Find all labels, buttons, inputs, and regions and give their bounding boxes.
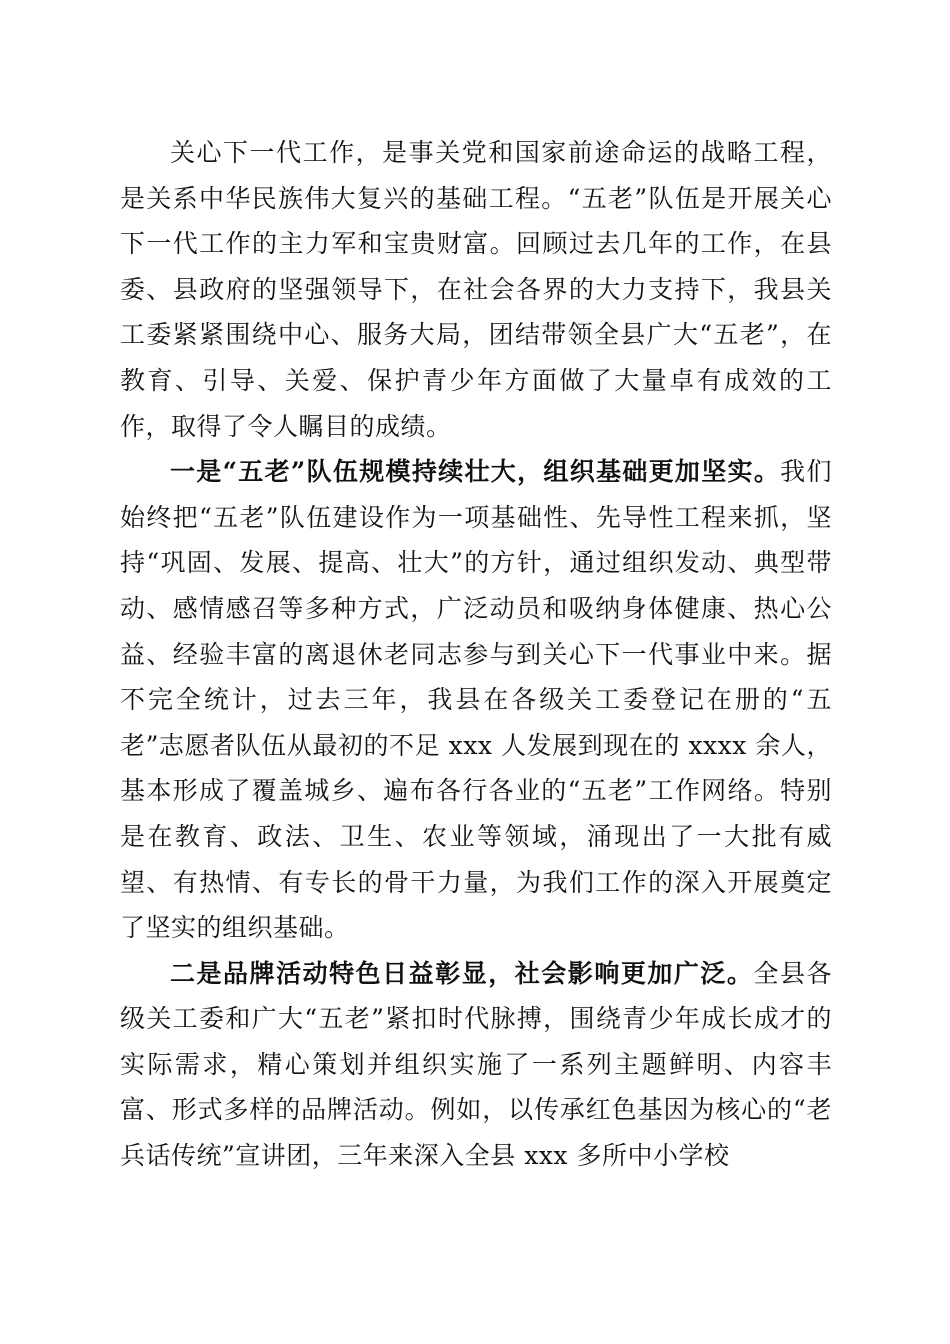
paragraph-point-two-text: 全县各级关工委和广大“五老”紧扣时代脉搏，围绕青少年成长成才的实际需求，精心策划并组织实施了一系列主题鲜明、内容丰富、形式多样的品牌活动。例如，以传承红色基因为核心的“老兵话传统”宣讲团，三年来深入全县 xxx 多所中小学校	[120, 958, 832, 1171]
paragraph-point-one-text: 我们始终把“五老”队伍建设作为一项基础性、先导性工程来抓，坚持“巩固、发展、提高、壮大”的方针，通过组织发动、典型带动、感情感召等多种方式，广泛动员和吸纳身体健康、热心公益、经验丰富的离退休老同志参与到关心下一代事业中来。据不完全统计，过去三年，我县在各级关工委登记在册的“五老”志愿者队伍从最初的不足 xxx 人发展到现在的 xxxx 余人，基本形成了覆盖城乡、遍布各行各业的“五老”工作网络。特别是在教育、政法、卫生、农业等领域，涌现出了一大批有威望、有热情、有专长的骨干力量，为我们工作的深入开展奠定了坚实的组织基础。	[120, 457, 832, 943]
paragraph-point-one-heading: 一是“五老”队伍规模持续壮大，组织基础更加坚实。	[170, 457, 781, 487]
paragraph-point-two-heading: 二是品牌活动特色日益彰显，社会影响更加广泛。	[170, 958, 754, 988]
paragraph-point-one	[120, 449, 832, 951]
paragraph-intro-text: 关心下一代工作，是事关党和国家前途命运的战略工程，是关系中华民族伟大复兴的基础工程。“五老”队伍是开展关心下一代工作的主力军和宝贵财富。回顾过去几年的工作，在县委、县政府的坚强领导下，在社会各界的大力支持下，我县关工委紧紧围绕中心、服务大局，团结带领全县广大“五老”，在教育、引导、关爱、保护青少年方面做了大量卓有成效的工作，取得了令人瞩目的成绩。	[120, 138, 832, 441]
paragraph-point-two	[120, 951, 832, 1179]
document-body	[120, 130, 832, 1179]
paragraph-intro	[120, 130, 832, 449]
